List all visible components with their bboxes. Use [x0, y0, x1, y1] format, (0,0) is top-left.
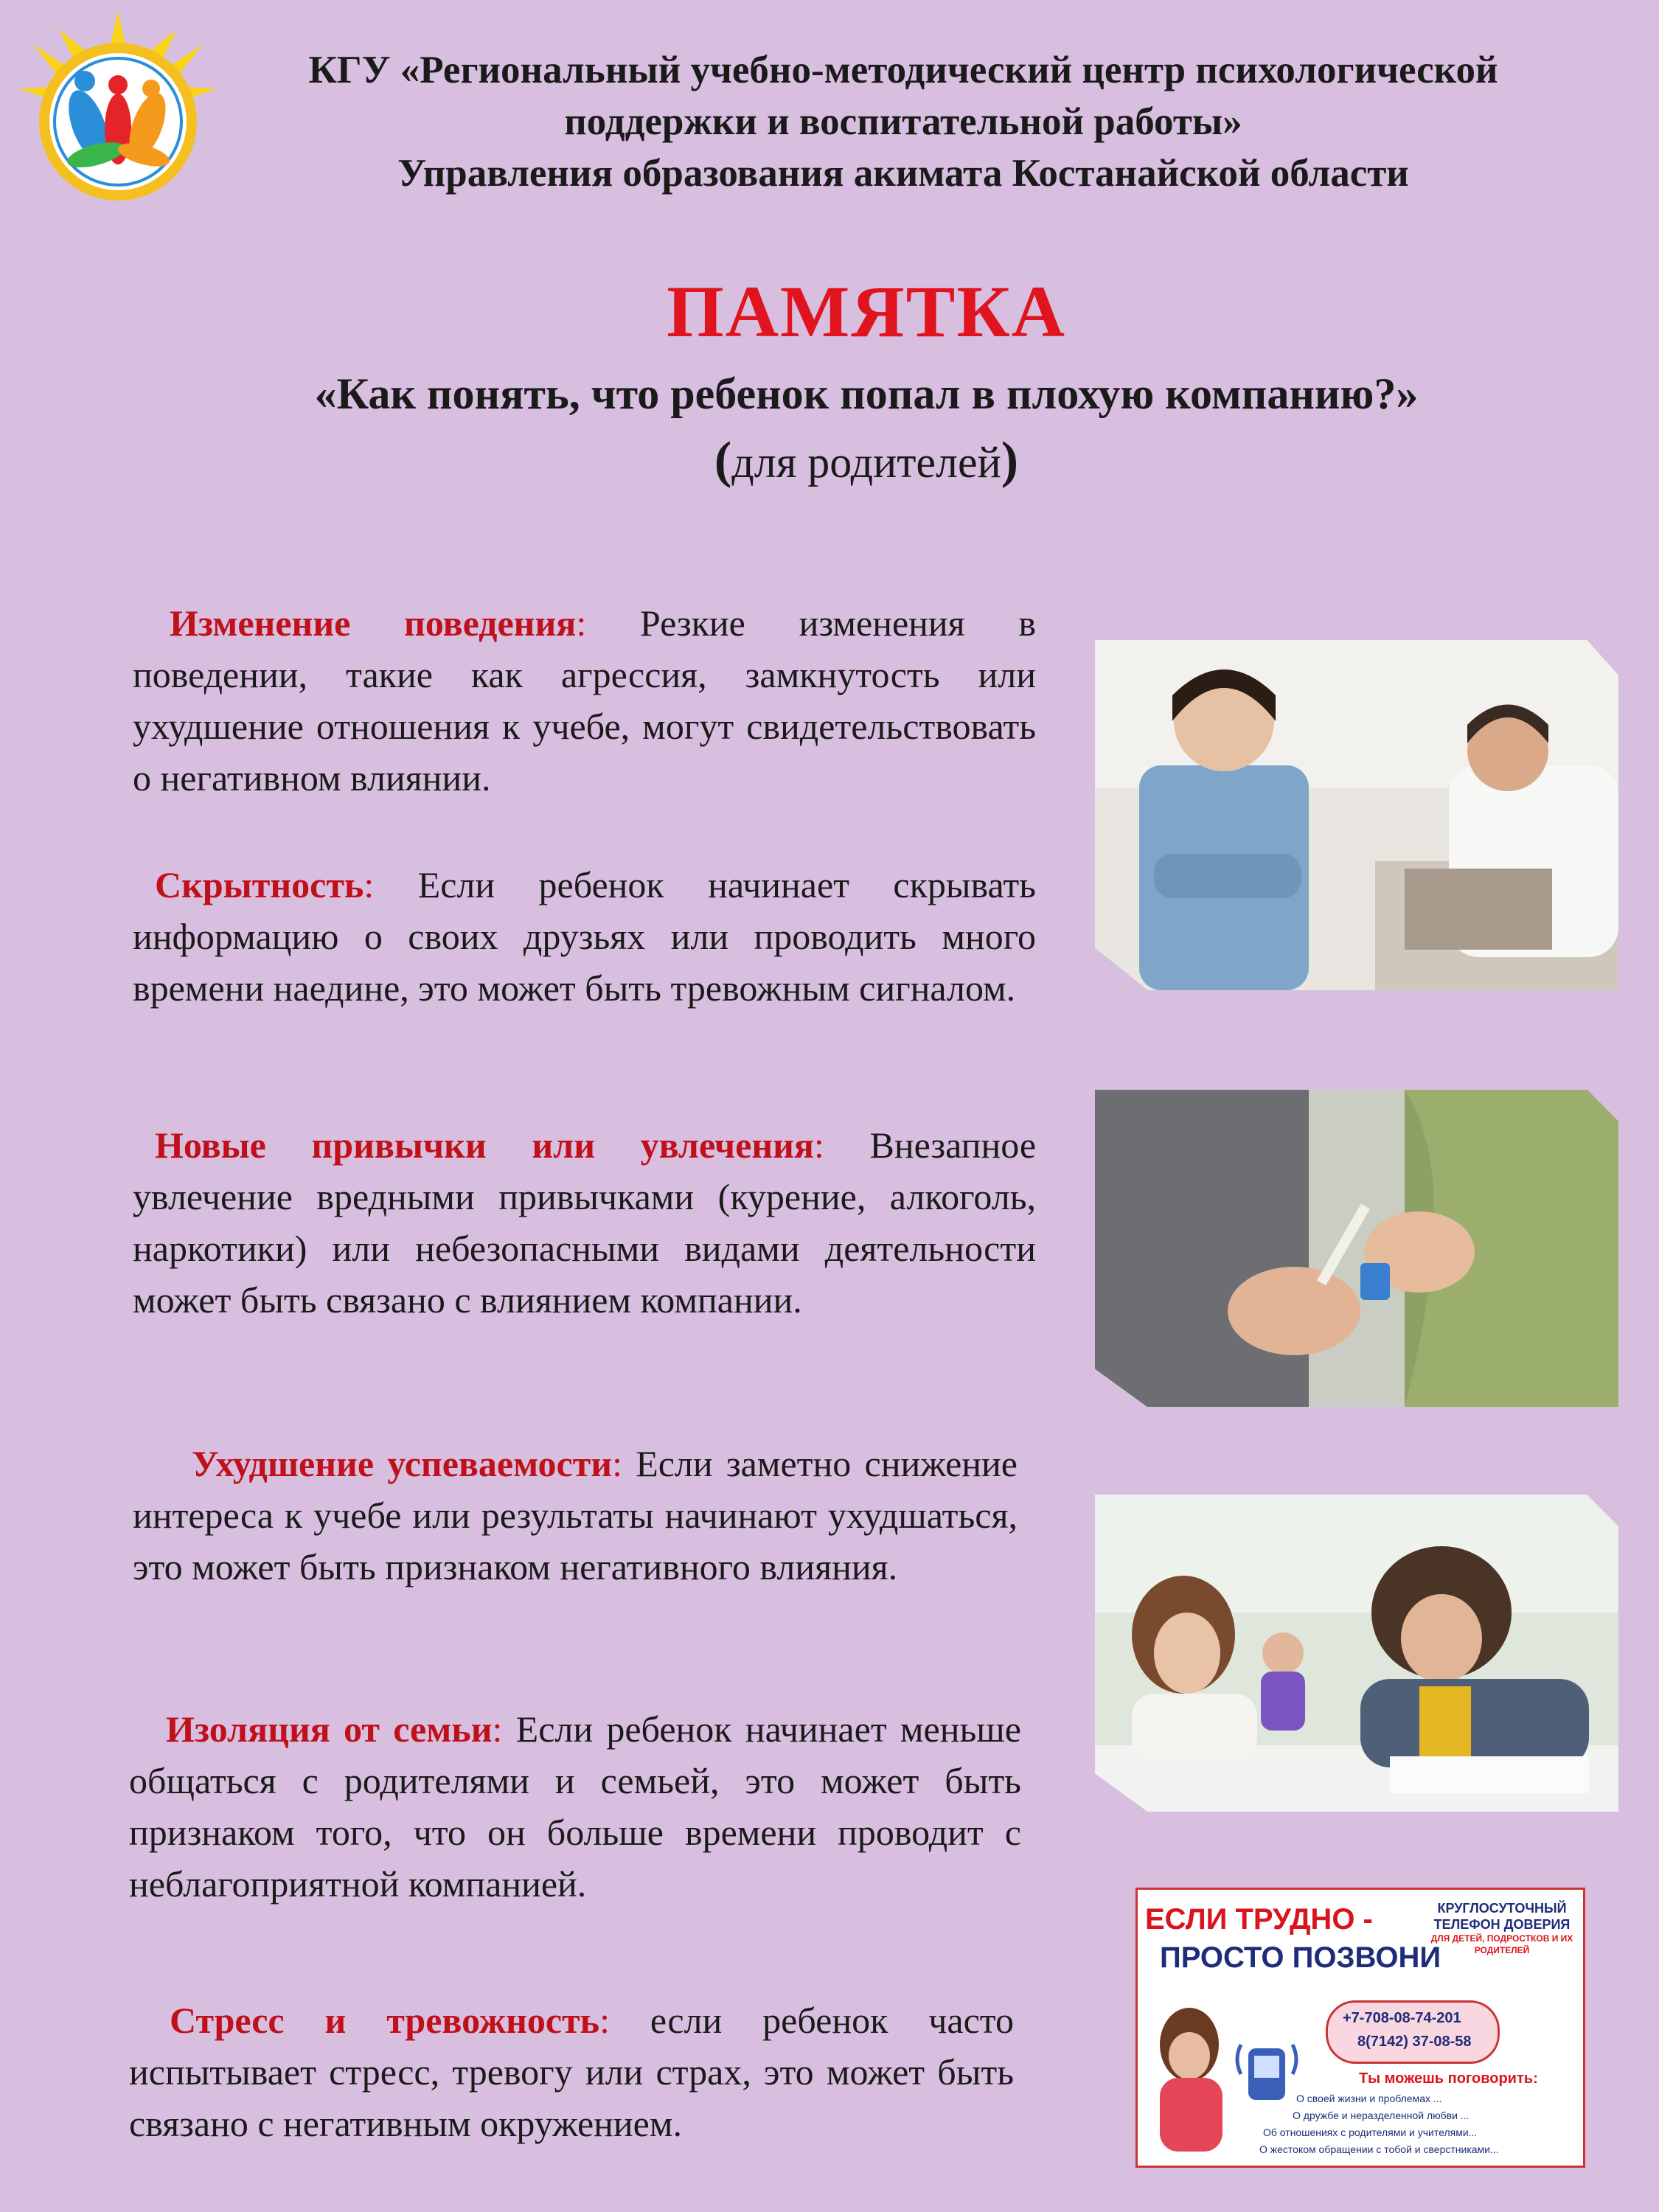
photo-cigarette-handover [1095, 1090, 1618, 1407]
page-subtitle: «Как понять, что ребенок попал в плохую компанию?» [314, 369, 1419, 418]
tip-colon: : [576, 602, 587, 644]
hotline-topic: О своей жизни и проблемах ... [1296, 2093, 1442, 2104]
tip-heading: Стресс и тревожность [170, 2000, 600, 2041]
hotline-poster [1135, 1888, 1585, 2168]
tip-heading: Ухудшение успеваемости [192, 1443, 613, 1484]
tip-text: Внезапное увлечение вредными привычками (курение, алкоголь, наркотики) или небезопасными видами деятельности может быть связано с влиянием компании. [133, 1124, 1037, 1321]
hotline-service-name [1428, 1900, 1576, 1956]
phone-icon [1226, 2030, 1307, 2111]
organization-name [221, 44, 1585, 199]
page-title: ПАМЯТКА [666, 271, 1067, 352]
header [0, 0, 1659, 214]
hotline-phone-landline[interactable]: 8(7142) 37-08-58 [1357, 2034, 1472, 2050]
tip-heading: Скрытность [155, 864, 364, 905]
tip-text: Если заметно снижение интереса к учебе или результаты начинают ухудшаться, это может быть признаком негативного влияния. [133, 1443, 1018, 1587]
photo-stressed-students [1095, 1495, 1618, 1812]
tip-grades-decline [133, 1438, 1018, 1593]
tip-heading: Изменение поведения [170, 602, 577, 644]
hotline-phone-mobile[interactable]: +7-708-08-74-201 [1343, 2010, 1461, 2026]
tip-behavior-change [133, 597, 1036, 804]
tip-family-isolation [129, 1703, 1021, 1910]
audience-close-paren: ) [1001, 432, 1019, 489]
tip-heading: Изоляция от семьи [166, 1708, 493, 1750]
tip-colon: : [612, 1443, 622, 1484]
org-line-3: Управления образования акимата Костанайской области [397, 152, 1409, 195]
hotline-service-line-1: КРУГЛОСУТОЧНЫЙ [1437, 1901, 1567, 1916]
girl-illustration [1145, 1993, 1234, 2163]
org-line-2: поддержки и воспитательной работы» [564, 100, 1242, 143]
photo-boy-and-father [1095, 640, 1618, 990]
hotline-title-line-2: ПРОСТО ПОЗВОНИ [1160, 1941, 1441, 1974]
hotline-phone-cloud [1326, 2000, 1500, 2064]
hotline-service-line-3: ДЛЯ ДЕТЕЙ, ПОДРОСТКОВ И ИХ РОДИТЕЛЕЙ [1430, 1933, 1573, 1955]
audience-text: для родителей [731, 438, 1001, 487]
tip-secrecy [133, 859, 1036, 1014]
tip-colon: : [364, 864, 375, 905]
tip-colon: : [599, 2000, 610, 2041]
tip-stress-anxiety [129, 1994, 1014, 2149]
tip-new-habits [133, 1119, 1036, 1326]
organization-logo [7, 7, 229, 206]
tip-text: Если ребенок начинает меньше общаться с родителями и семьей, это может быть признаком того, что он больше времени проводит с неблагоприятной компанией. [129, 1708, 1022, 1905]
hotline-topic: О жестоком обращении с тобой и сверстниками... [1259, 2143, 1499, 2155]
audience-note [0, 431, 1659, 490]
hotline-service-line-2: ТЕЛЕФОН ДОВЕРИЯ [1433, 1917, 1571, 1932]
hotline-title-line-1: ЕСЛИ ТРУДНО - [1145, 1903, 1373, 1935]
tip-colon: : [492, 1708, 503, 1750]
org-line-1: КГУ «Региональный учебно-методический центр психологической [308, 49, 1498, 91]
tip-text: если ребенок часто испытывает стресс, тревогу или страх, это может быть связано с негативным окружением. [129, 2000, 1014, 2144]
audience-open-paren: ( [714, 432, 732, 489]
tip-heading: Новые привычки или увлечения [155, 1124, 814, 1166]
hotline-topic: О дружбе и неразделенной любви ... [1293, 2110, 1470, 2121]
hotline-talk-label: Ты можешь поговорить: [1359, 2070, 1538, 2087]
tip-text: Если ребенок начинает скрывать информацию о своих друзьях или проводить много времени наедине, это может быть тревожным сигналом. [133, 864, 1036, 1009]
tip-text: Резкие изменения в поведении, такие как агрессия, замкнутость или ухудшение отношения к учебе, могут свидетельствовать о негативном влиянии. [133, 602, 1037, 799]
tip-colon: : [814, 1124, 824, 1166]
hotline-topic: Об отношениях с родителями и учителями... [1263, 2126, 1478, 2138]
